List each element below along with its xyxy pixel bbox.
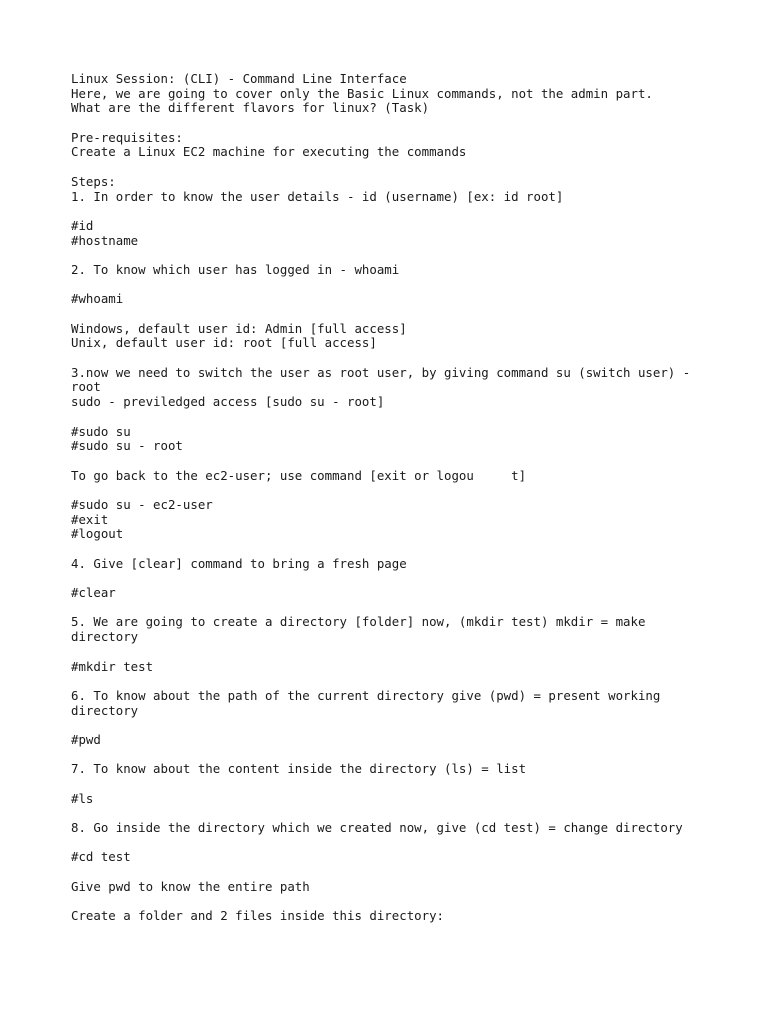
command-line: #ls xyxy=(71,790,94,806)
doc-task: What are the different flavors for linux? (Task) xyxy=(71,100,430,116)
command-line: #cd test xyxy=(71,849,131,865)
spacer xyxy=(71,454,711,469)
spacer xyxy=(71,160,711,175)
spacer xyxy=(71,674,711,689)
spacer xyxy=(71,806,711,821)
command-line: #clear xyxy=(71,585,116,601)
steps-heading: Steps: xyxy=(71,173,116,189)
step6-text: 6. To know about the path of the current directory give (pwd) = present working xyxy=(71,687,661,703)
spacer xyxy=(71,895,711,910)
step1-text: 1. In order to know the user details - id (username) [ex: id root] xyxy=(71,188,564,204)
document-body xyxy=(71,72,711,924)
command-line: #logout xyxy=(71,526,124,542)
step3-back-text: To go back to the ec2-user; use command [exit or logou t] xyxy=(71,467,527,483)
spacer xyxy=(71,865,711,880)
command-line: #sudo su - root xyxy=(71,438,183,454)
step3-text-cont: root xyxy=(71,379,101,395)
spacer xyxy=(71,116,711,131)
doc-intro: Here, we are going to cover only the Basic Linux commands, not the admin part. xyxy=(71,85,653,101)
command-line: #mkdir test xyxy=(71,658,154,674)
step2-text: 2. To know which user has logged in - whoami xyxy=(71,261,400,277)
command-line: #hostname xyxy=(71,232,139,248)
spacer xyxy=(71,777,711,792)
spacer xyxy=(71,571,711,586)
command-line: #sudo su xyxy=(71,423,131,439)
spacer xyxy=(71,542,711,557)
step7-text: 7. To know about the content inside the directory (ls) = list xyxy=(71,761,527,777)
step5-text-cont: directory xyxy=(71,629,139,645)
spacer xyxy=(71,483,711,498)
spacer xyxy=(71,645,711,660)
spacer xyxy=(71,718,711,733)
spacer xyxy=(71,410,711,425)
step3-sudo-note: sudo - previledged access [sudo su - root] xyxy=(71,394,385,410)
step5-text: 5. We are going to create a directory [folder] now, (mkdir test) mkdir = make xyxy=(71,614,646,630)
spacer xyxy=(71,601,711,616)
command-line: #whoami xyxy=(71,291,124,307)
step8-pwd-text: Give pwd to know the entire path xyxy=(71,878,310,894)
step8-create-text: Create a folder and 2 files inside this directory: xyxy=(71,908,444,924)
step6-text-cont: directory xyxy=(71,702,139,718)
prereq-heading: Pre-requisites: xyxy=(71,129,183,145)
step4-text: 4. Give [clear] command to bring a fresh page xyxy=(71,555,407,571)
doc-title: Linux Session: (CLI) - Command Line Interface xyxy=(71,71,407,86)
spacer xyxy=(71,278,711,293)
prereq-text: Create a Linux EC2 machine for executing the commands xyxy=(71,144,467,160)
command-line: #id xyxy=(71,217,94,233)
spacer xyxy=(71,351,711,366)
spacer xyxy=(71,748,711,763)
spacer xyxy=(71,307,711,322)
step8-text: 8. Go inside the directory which we created now, give (cd test) = change directory xyxy=(71,820,683,836)
spacer xyxy=(71,204,711,219)
command-line: #pwd xyxy=(71,731,101,747)
note-line: Unix, default user id: root [full access] xyxy=(71,335,377,351)
command-line: #sudo su - ec2-user xyxy=(71,496,213,512)
step3-text: 3.now we need to switch the user as root user, by giving command su (switch user) - xyxy=(71,364,691,380)
command-line: #exit xyxy=(71,511,109,527)
spacer xyxy=(71,248,711,263)
note-line: Windows, default user id: Admin [full access] xyxy=(71,320,407,336)
spacer xyxy=(71,836,711,851)
